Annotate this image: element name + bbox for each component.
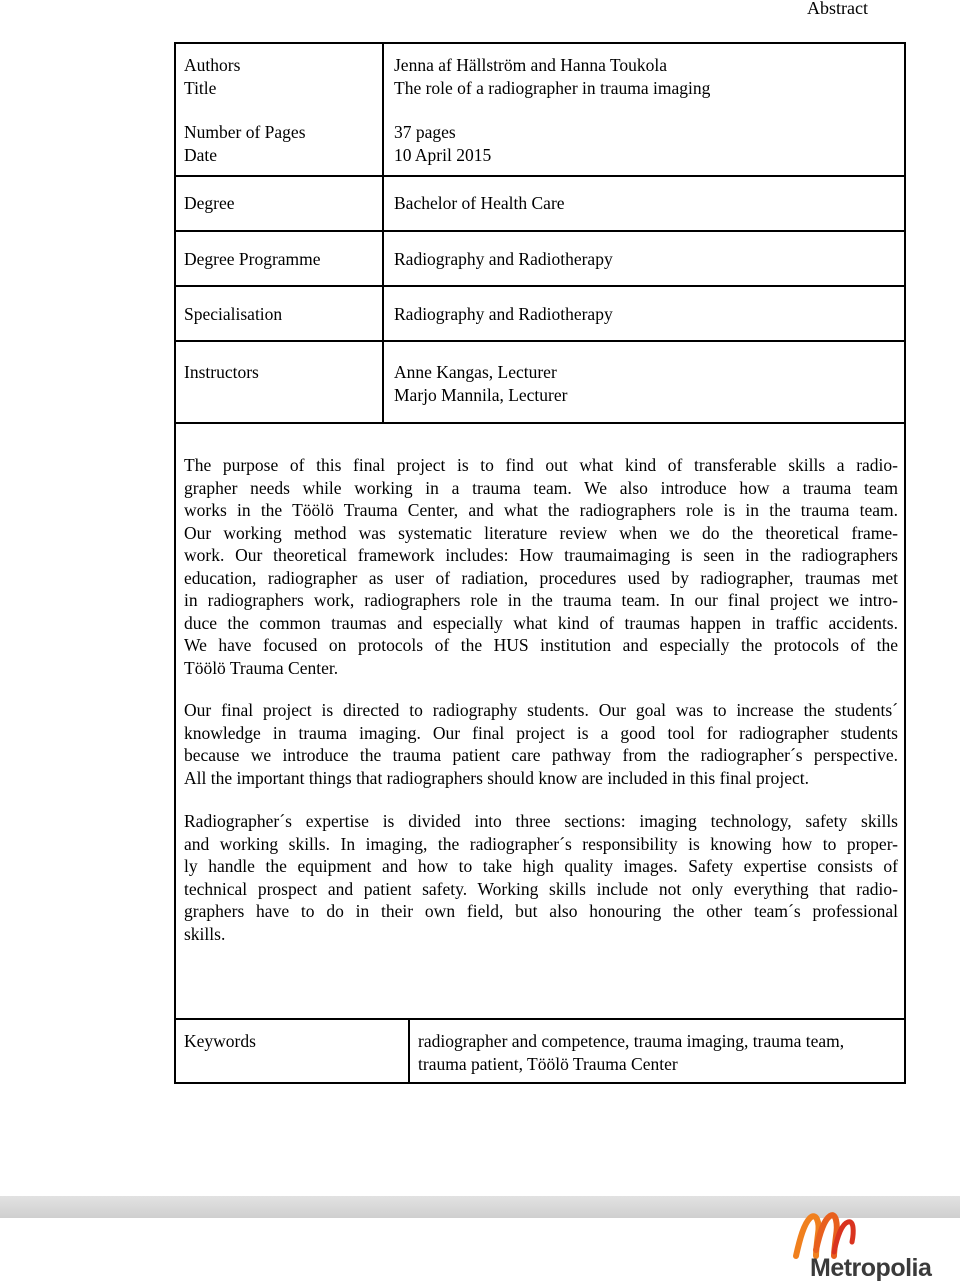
text-line: technical prospect and patient safety. Working skills include not only everything that radio- (184, 878, 898, 899)
text-line: The purpose of this final project is to find out what kind of transferable skills a radio- (184, 455, 898, 475)
degree-label: Degree (184, 193, 235, 213)
text-line: ly handle the equipment and how to take high quality images. Safety expertise consists of (184, 856, 898, 876)
text-line: and working skills. In imaging, the radiographer´s responsibility is knowing how to proper- (184, 833, 898, 854)
date-label: Date (184, 145, 218, 165)
keywords-line: trauma patient, Töölö Trauma Center (418, 1053, 678, 1074)
metropolia-logo-mark (790, 1208, 930, 1260)
text-line: We have focused on protocols of the HUS institution and especially the protocols of the (184, 635, 898, 655)
title-value: The role of a radiographer in trauma imaging (394, 78, 711, 98)
text-line: grapher needs while working in a trauma team. We also introduce how a trauma team (184, 477, 898, 498)
abstract-paragraph-3 (184, 810, 898, 945)
text-line: duce the common traumas and especially what kind of traumas happen in traffic accidents. (184, 612, 898, 633)
specialisation-label: Specialisation (184, 304, 283, 324)
programme-value: Radiography and Radiotherapy (394, 249, 613, 269)
page-heading: Abstract (807, 0, 868, 18)
text-line: work. Our theoretical framework includes: How traumaimaging is seen in the radiographers (184, 545, 898, 565)
pages-label: Number of Pages (184, 122, 306, 142)
text-line: skills. (184, 923, 226, 944)
text-line: graphers have to do in their own field, but also honouring the other team´s professional (184, 901, 898, 921)
text-line: Our working method was systematic literature review when we do the theoretical frame- (184, 522, 898, 543)
text-line: Töölö Trauma Center. (184, 657, 339, 678)
row-separator (176, 340, 904, 342)
authors-value: Jenna af Hällström and Hanna Toukola (394, 55, 668, 75)
text-line: Our final project is directed to radiography students. Our goal was to increase the students´ (184, 700, 898, 720)
keywords-label: Keywords (184, 1031, 256, 1051)
metropolia-logo-text: Metropolia (810, 1254, 932, 1282)
instructors-label: Instructors (184, 362, 259, 382)
pages-value: 37 pages (394, 122, 456, 142)
row-separator (176, 175, 904, 177)
keywords-table (174, 1018, 906, 1084)
programme-label: Degree Programme (184, 249, 321, 269)
instructor-name: Anne Kangas, Lecturer (394, 362, 557, 382)
abstract-box (174, 422, 906, 1020)
text-line: in radiographers work, radiographers role in the trauma team. In our final project we intro- (184, 590, 898, 610)
abstract-paragraph-2 (184, 699, 898, 789)
text-line: knowledge in trauma imaging. Our final project is a good tool for radiographer students (184, 722, 898, 743)
row-separator (176, 285, 904, 287)
text-line: education, radiographer as user of radiation, procedures used by radiographer, traumas met (184, 567, 898, 588)
degree-value: Bachelor of Health Care (394, 193, 565, 213)
date-value: 10 April 2015 (394, 145, 492, 165)
metadata-table (174, 42, 906, 424)
row-separator (176, 230, 904, 232)
abstract-paragraph-1 (184, 454, 898, 679)
specialisation-value: Radiography and Radiotherapy (394, 304, 613, 324)
instructors-value (394, 361, 567, 406)
text-line: Radiographer´s expertise is divided into three sections: imaging technology, safety skills (184, 811, 898, 831)
text-line: because we introduce the trauma patient care pathway from the radiographer´s perspective. (184, 745, 898, 765)
text-line: All the important things that radiographers should know are included in this final project. (184, 767, 810, 788)
title-label: Title (184, 78, 217, 98)
table-divider (382, 44, 384, 422)
instructor-name: Marjo Mannila, Lecturer (394, 384, 568, 405)
table-divider (408, 1020, 410, 1082)
authors-label: Authors (184, 55, 241, 75)
keywords-value (418, 1030, 844, 1075)
keywords-line: radiographer and competence, trauma imaging, trauma team, (418, 1031, 845, 1051)
text-line: works in the Töölö Trauma Center, and what the radiographers role is in the trauma team. (184, 500, 898, 520)
